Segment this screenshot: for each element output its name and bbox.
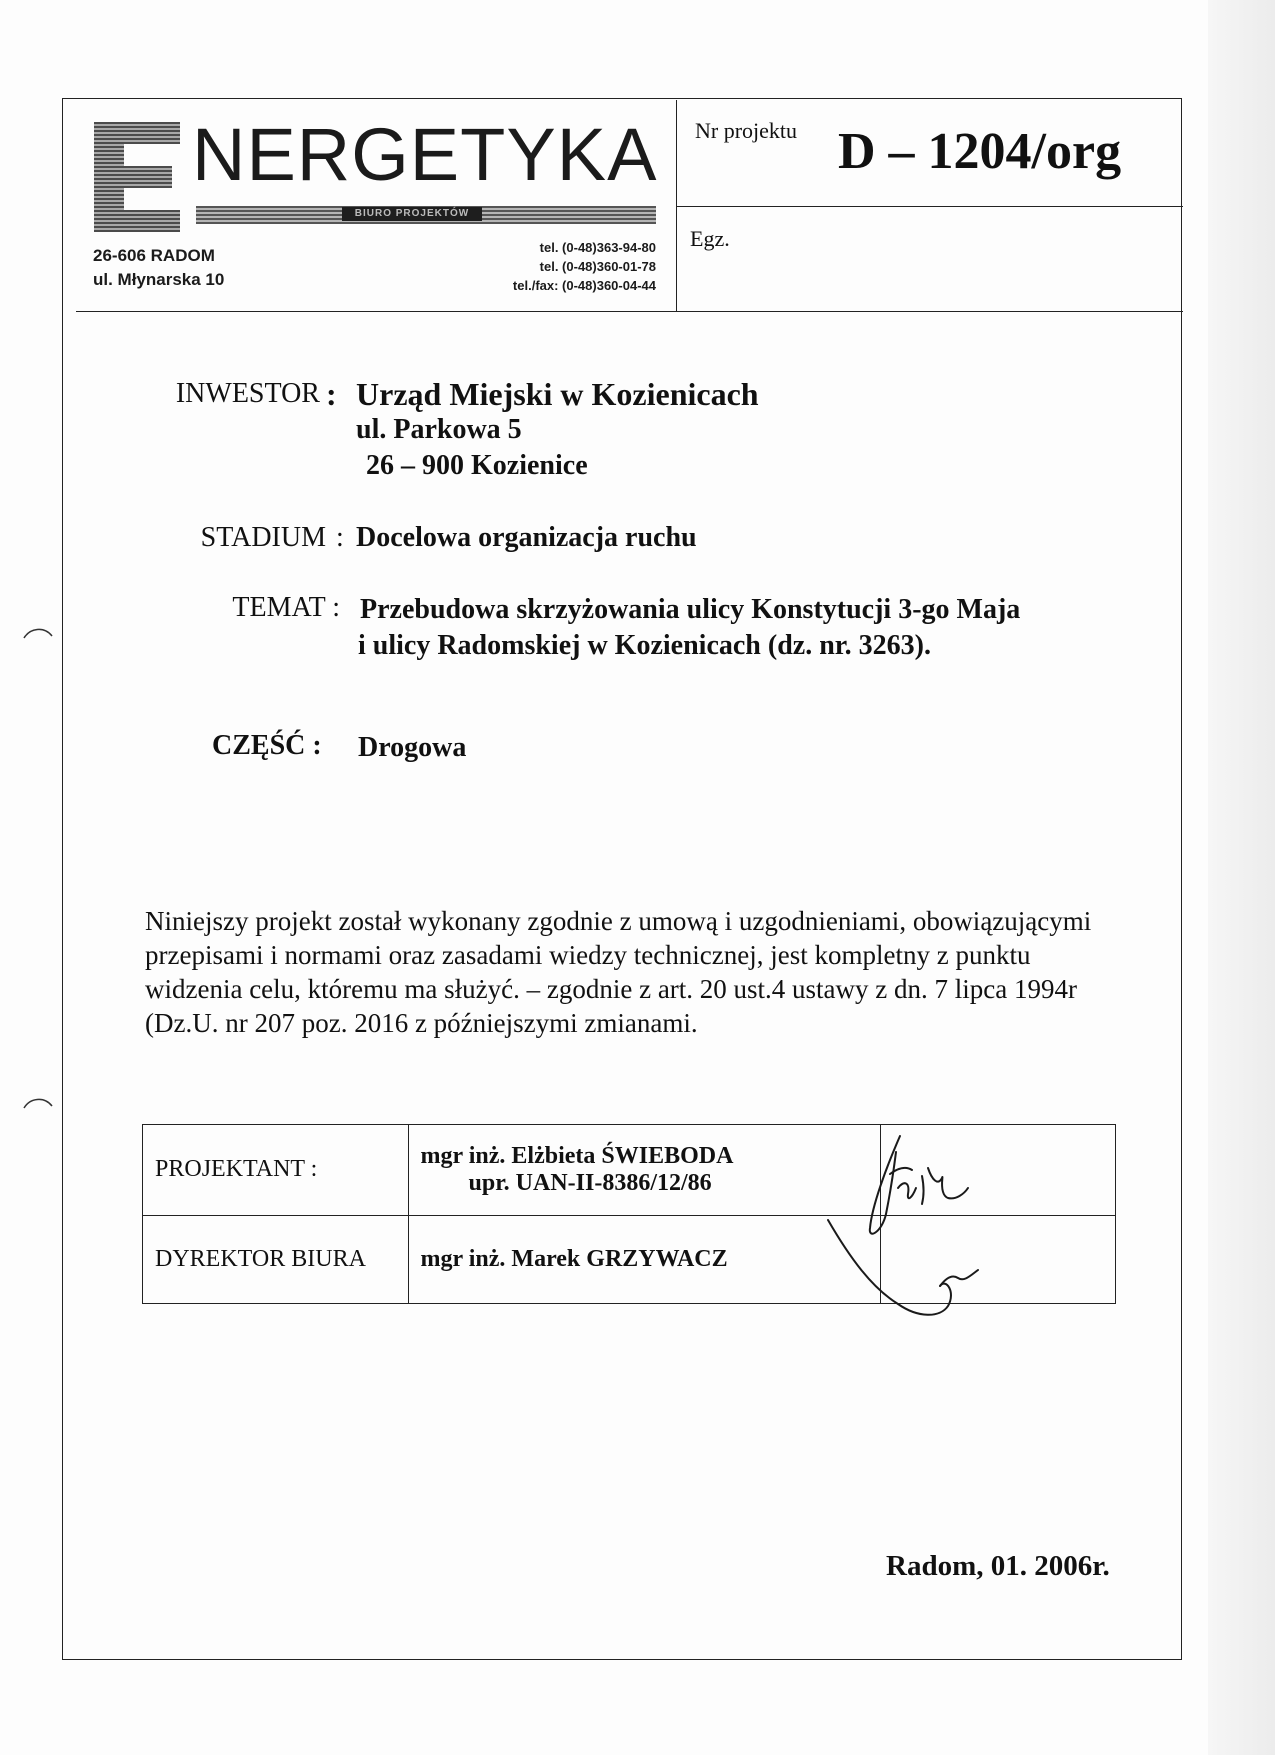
projektant-signature: [870, 1136, 968, 1234]
phone-1: tel. (0-48)363-94-80: [539, 240, 656, 255]
temat-label: TEMAT :: [232, 592, 340, 623]
address-line-city: 26-606 RADOM: [93, 246, 215, 265]
phone-2: tel. (0-48)360-01-78: [539, 259, 656, 274]
company-address: [93, 244, 224, 292]
projektant-license: upr. UAN-II-8386/12/86: [468, 1169, 712, 1196]
project-number-value: D – 1204/org: [838, 123, 1122, 180]
company-logo-strip-label: BIURO PROJEKTÓW: [342, 207, 482, 221]
czesc-value: Drogowa: [358, 732, 467, 763]
dyrektor-label: DYREKTOR BIURA: [143, 1215, 409, 1304]
punch-hole-mark-bottom: [22, 1096, 54, 1110]
stadium-label: STADIUM: [200, 522, 326, 553]
compliance-statement: [145, 904, 1185, 1040]
statement-line-4: (Dz.U. nr 207 poz. 2016 z późniejszymi zmianami.: [145, 1008, 698, 1038]
address-line-street: ul. Młynarska 10: [93, 270, 225, 289]
projektant-label: PROJEKTANT :: [143, 1125, 409, 1216]
czesc-label: CZĘŚĆ :: [212, 730, 322, 761]
statement-line-1: Niniejszy projekt został wykonany zgodnie z umową i uzgodnieniami, obowiązującymi: [145, 906, 1092, 936]
projektant-name: mgr inż. Elżbieta ŚWIEBODA: [420, 1142, 734, 1169]
header-right-divider: [676, 206, 1183, 207]
projektant-cell: [408, 1125, 880, 1216]
statement-line-3: widzenia celu, któremu ma służyć. – zgodnie z art. 20 ust.4 ustawy z dn. 7 lipca 1994r: [145, 974, 1077, 1004]
statement-line-2: przepisami i normami oraz zasadami wiedzy technicznej, jest kompletny z punktu: [145, 940, 1031, 970]
stadium-value: Docelowa organizacja ruchu: [356, 522, 697, 553]
inwestor-label: INWESTOR: [175, 378, 320, 409]
stadium-separator: :: [336, 522, 344, 553]
copy-number-label: Egz.: [690, 226, 730, 251]
page-edge-shadow: [1208, 0, 1275, 1755]
inwestor-name: Urząd Miejski w Kozienicach: [356, 376, 759, 412]
dyrektor-name: mgr inż. Marek GRZYWACZ: [408, 1215, 880, 1304]
company-phones: [470, 238, 656, 295]
inwestor-street: ul. Parkowa 5: [356, 414, 522, 445]
company-logo-e: [94, 122, 180, 232]
phone-fax: tel./fax: (0-48)360-04-44: [512, 278, 656, 293]
temat-line-2: i ulicy Radomskiej w Kozienicach (dz. nr. 3263).: [358, 630, 931, 661]
inwestor-separator: :: [326, 376, 337, 412]
place-and-date: Radom, 01. 2006r.: [886, 1550, 1110, 1582]
project-number-label: Nr projektu: [695, 118, 798, 143]
handwritten-signatures: [820, 1128, 1020, 1338]
punch-hole-mark-top: [22, 626, 54, 640]
company-logo-text: NERGETYKA: [192, 113, 658, 196]
dyrektor-signature: [828, 1220, 978, 1315]
inwestor-city: 26 – 900 Kozienice: [366, 450, 588, 481]
temat-line-1: Przebudowa skrzyżowania ulicy Konstytucji 3-go Maja: [360, 594, 1021, 625]
document-frame: [62, 98, 1182, 1660]
